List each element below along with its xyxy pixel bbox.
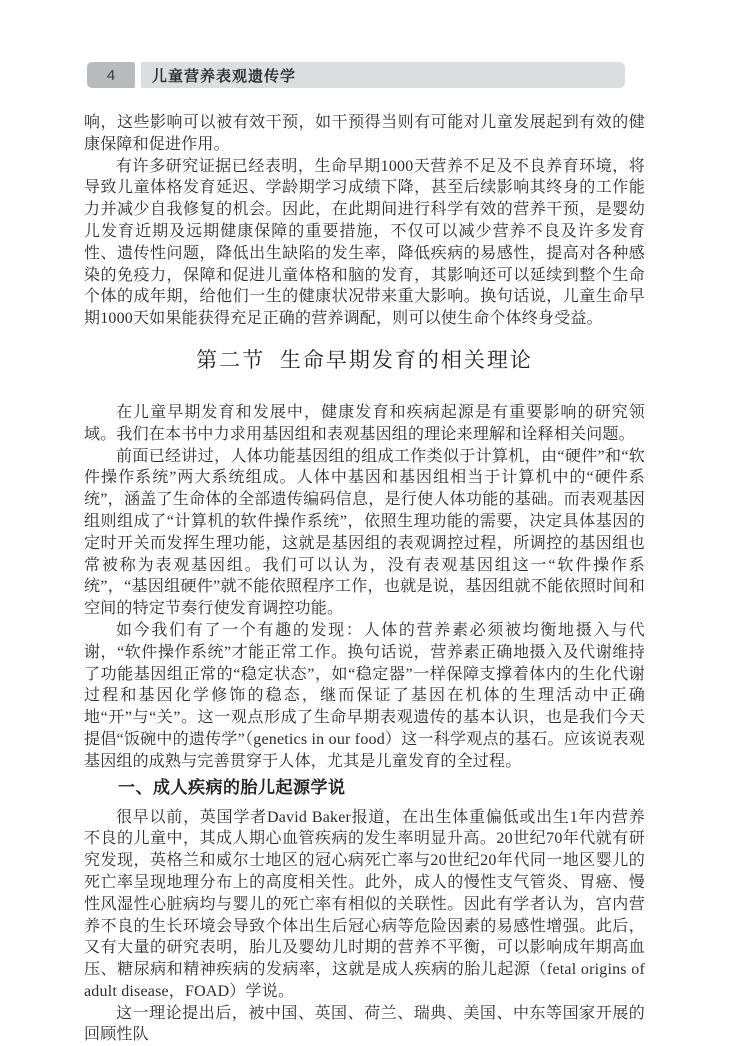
section-title: 生命早期发育的相关理论	[279, 347, 533, 372]
section-heading	[84, 345, 645, 375]
subsection-heading: 一、成人疾病的胎儿起源学说	[118, 777, 346, 797]
body-paragraph: 很早以前，英国学者David Baker报道，在出生体重偏低或出生1年内营养不良的儿童中，其成人期心血管疾病的发生率明显升高。20世纪70年代就有研究发现，英格兰和威尔士地区的冠心病死亡率与20世纪20年代同一地区婴儿的死亡率呈现地理分布上的高度相关性。此外，成人的慢性支气管炎、胃癌、慢性风湿性心脏病均与婴儿的死亡率有相似的关联性。因此有学者认为，宫内营养不良的生长环境会导致个体出生后冠心病等危险因素的易感性增强。此后，又有大量的研究表明，胎儿及婴幼儿时期的营养不平衡，可以影响成年期高血压、糖尿病和精神疾病的发病率，这就是成人疾病的胎儿起源（fetal origins of adult disease，FOAD）学说。	[84, 808, 645, 1000]
body-paragraph: 在儿童早期发育和发展中，健康发育和疾病起源是有重要影响的研究领域。我们在本书中力求用基因组和表观基因组的理论来理解和诠释相关问题。	[84, 403, 645, 443]
book-title: 儿童营养表观遗传学	[152, 67, 297, 85]
body-paragraph: 有许多研究证据已经表明，生命早期1000天营养不足及不良养育环境，将导致儿童体格发育延迟、学龄期学习成绩下降，甚至后续影响其终身的工作能力并减少自我修复的机会。因此，在此期间进行科学有效的营养干预，是婴幼儿发育近期及远期健康保障的重要措施，不仅可以减少营养不良及许多发育性、遗传性问题，降低出生缺陷的发生率，降低疾病的易感性，提高对各种感染的免疫力，保障和促进儿童体格和脑的发育，其影响还可以延续到整个生命个体的成年期，给他们一生的健康状况带来重大影响。换句话说，儿童生命早期1000天如果能获得充足正确的营养调配，则可以使生命个体终身受益。	[84, 157, 645, 328]
page-number-badge: 4	[87, 62, 135, 88]
section-number-label: 第二节	[196, 347, 266, 372]
text-column	[84, 112, 645, 1046]
body-paragraph: 如今我们有了一个有趣的发现：人体的营养素必须被均衡地摄入与代谢，“软件操作系统”才能正常工作。换句话说，营养素正确地摄入及代谢维持了功能基因组正常的“稳定状态”，如“稳定器”一样保障支撑着体内的生化代谢过程和基因化学修饰的稳态，继而保证了基因在机体的生理活动中正确地“开”与“关”。这一观点形成了生命早期表观遗传的基本认识，也是我们今天提倡“饭碗中的遗传学”（genetics in our food）这一科学观点的基石。应该说表观基因组的成熟与完善贯穿于人体，尤其是儿童发育的全过程。	[84, 621, 645, 770]
page-header	[87, 62, 625, 88]
body-paragraph-continuation: 响，这些影响可以被有效干预，如干预得当则有可能对儿童发展起到有效的健康保障和促进作用。	[84, 114, 645, 153]
running-title-bar	[141, 62, 625, 88]
body-paragraph-incomplete: 这一理论提出后，被中国、英国、荷兰、瑞典、美国、中东等国家开展的回顾性队	[84, 1004, 645, 1044]
body-paragraph: 前面已经讲过，人体功能基因组的组成工作类似于计算机，由“硬件”和“软件操作系统”两大系统组成。人体中基因和基因组相当于计算机中的“硬件系统”，涵盖了生命体的全部遗传编码信息，是行使人体功能的基础。而表观基因组则组成了“计算机的软件操作系统”，依照生理功能的需要，决定具体基因的定时开关而发挥生理功能，这就是基因组的表观调控过程，所调控的基因组也常被称为表观基因组。我们可以认为，没有表观基因组这一“软件操作系统”，“基因组硬件”就不能依照程序工作，也就是说，基因组就不能依照时间和空间的特定节奏行使发育调控功能。	[84, 447, 645, 618]
